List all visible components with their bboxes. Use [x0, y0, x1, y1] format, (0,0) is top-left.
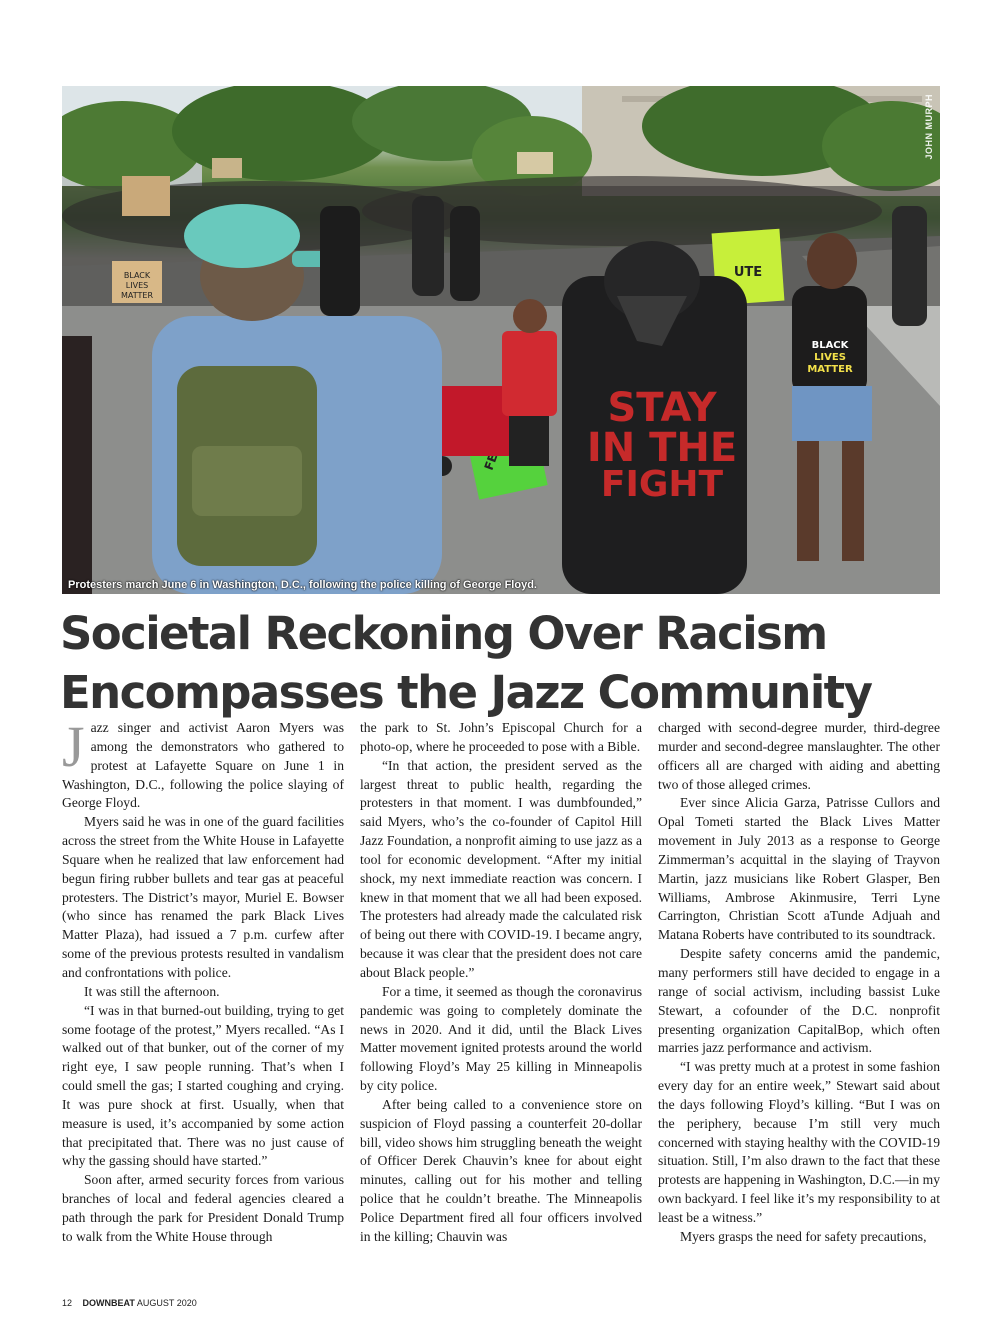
- paragraph: charged with second-degree murder, third-degree murder and second-degree manslaughter. The other officers all are charged with aiding and abetting two of those alleged crimes.: [658, 720, 940, 792]
- paragraph: [62, 719, 344, 813]
- paragraph: “I was pretty much at a protest in some fashion every day for an entire week,” Stewart said about the days following Floyd’s killing. “But I was on the periphery, because I’m still very much concerned with staying healthy with the COVID-19 situation. Still, I’m also drawn to the fact that these protests are happening in Washington, D.C.—in my own backyard. I feel like it’s my responsibility to at least be a witness.”: [658, 1059, 940, 1225]
- paragraph: Soon after, armed security forces from various branches of local and federal agencies cleared a path through the park for President Donald Trump to walk from the White House through: [62, 1172, 344, 1244]
- column-1: [62, 719, 344, 1274]
- svg-text:FIGHT: FIGHT: [600, 464, 724, 505]
- paragraph: For a time, it seemed as though the coronavirus pandemic was going to completely dominate the news in 2020. And it did, until the Black Lives Matter movement ignited protests around the world following Floyd’s May 25 killing in Minneapolis by city police.: [360, 983, 642, 1094]
- photo-illustration: [62, 86, 940, 594]
- headline-line-2: Encompasses the Jazz Community: [60, 666, 872, 719]
- issue-date: AUGUST 2020: [136, 1298, 197, 1308]
- drop-cap: J: [62, 719, 85, 779]
- column-2: [360, 719, 642, 1274]
- headline: [60, 604, 960, 722]
- svg-text:IN THE: IN THE: [586, 425, 738, 471]
- svg-text:MATTER: MATTER: [807, 364, 853, 375]
- paragraph: the park to St. John’s Episcopal Church for a photo-op, where he proceeded to pose with a Bible.: [360, 720, 642, 754]
- page-number: 12: [62, 1298, 73, 1308]
- photo-caption: Protesters march June 6 in Washington, D.C., following the police killing of George Floyd.: [68, 579, 537, 591]
- paragraph: After being called to a convenience store on suspicion of Floyd passing a counterfeit 20-dollar bill, video shows him struggling beneath the weight of Officer Derek Chauvin’s knee for about eight minutes, calling out for his mother and telling police that he couldn’t breathe. The Minneapolis Police Department fired all four officers involved in the killing; Chauvin was: [360, 1096, 642, 1244]
- svg-text:LIVES: LIVES: [125, 281, 149, 290]
- paragraph: Ever since Alicia Garza, Patrisse Cullors and Opal Tometi started the Black Lives Matter movement in July 2013 as a response to George Zimmerman’s acquittal in the slaying of Trayvon Martin, jazz musicians like Robert Glasper, Ben Williams, Ambrose Akinmusire, Terri Lyne Carrington, Christian Scott aTunde Adjuah and Matana Roberts have contributed to its soundtrack.: [658, 795, 940, 943]
- paragraph: Despite safety concerns amid the pandemic, many performers still have decided to engage in a range of social activism, including bassist Luke Stewart, a cofounder of the D.C. nonprofit presenting organization CapitalBop, which often marries jazz performance and activism.: [658, 946, 940, 1056]
- paragraph: Myers said he was in one of the guard facilities across the street from the White House in Lafayette Square when he realized that law enforcement had begun firing rubber bullets and tear gas at peaceful protesters. The District’s mayor, Muriel E. Bowser (who since has renamed the park Black Lives Matter Plaza), had issued a 7 p.m. curfew after some of the previous protests resulted in vandalism and confrontations with police.: [62, 814, 344, 980]
- svg-text:BLACK: BLACK: [811, 340, 849, 351]
- article-body: [62, 719, 940, 1274]
- paragraph: “I was in that burned-out building, trying to get some footage of the protest,” Myers recalled. “As I walked out of that bunker, out of the corner of my right eye, I saw people running. That’s when I could smell the gas; I started coughing and crying. It was pure shock at first. Usually, when that measure is used, it’s accompanied by some action that precipitated that. There was no just cause of why the gassing should have started.”: [62, 1002, 344, 1169]
- photo-credit: JOHN MURPH: [924, 94, 934, 160]
- svg-text:UTE: UTE: [733, 265, 763, 280]
- paragraph-text: azz singer and activist Aaron Myers was among the demonstrators who gathered to protest at Lafayette Square on June 1 in Washington, D.C., following the police slaying of George Floyd.: [62, 720, 344, 811]
- paragraph: “In that action, the president served as the largest threat to public health, regarding the protesters in that moment. I was dumbfounded,” said Myers, who’s the co-founder of Capitol Hill Jazz Foundation, a nonprofit aiming to use jazz as a tool for economic development. “After my initial shock, my next immediate reaction was concern. I knew in that moment that we all had been exposed. The protesters had already made the calculated risk of being out there with COVID-19. I became angry, because it was clear that the president does not care about Black people.”: [360, 757, 642, 980]
- svg-text:MATTER: MATTER: [121, 291, 153, 300]
- page-footer: [62, 1298, 197, 1308]
- sign-text: BLACK: [123, 271, 151, 280]
- protest-photo: [62, 86, 940, 594]
- headline-line-1: Societal Reckoning Over Racism: [60, 607, 827, 660]
- publication-name: DOWNBEAT: [82, 1298, 135, 1308]
- svg-text:LIVES: LIVES: [814, 352, 846, 363]
- svg-text:STAY: STAY: [607, 385, 717, 431]
- column-3: [658, 719, 940, 1274]
- paragraph: It was still the afternoon.: [84, 983, 220, 999]
- paragraph: Myers grasps the need for safety precautions,: [680, 1228, 927, 1244]
